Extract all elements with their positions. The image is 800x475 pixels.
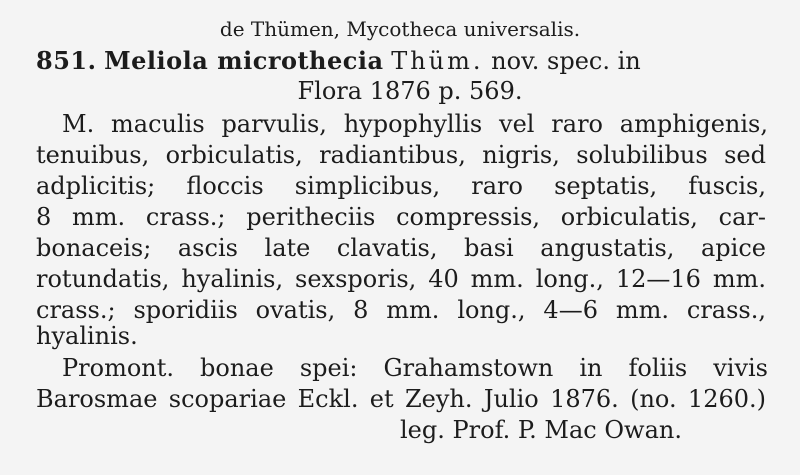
description-line: crass.; sporidiis ovatis, 8 mm. long., 4—6 mm. crass., [36, 296, 766, 324]
description-line: rotundatis, hyalinis, sexsporis, 40 mm. long., 12—16 mm. [36, 265, 766, 293]
locality-line: Barosmae scopariae Eckl. et Zeyh. Julio 1876. (no. 1260.) [36, 385, 766, 413]
species-author: Thüm. [391, 47, 484, 75]
exsiccata-number: 851. [36, 46, 97, 75]
description-line: hyalinis. [36, 322, 138, 350]
description-line: bonaceis; ascis late clavatis, basi angustatis, apice [36, 234, 766, 262]
publication-note: nov. spec. in [491, 47, 641, 75]
description-line: adplicitis; floccis simplicibus, raro septatis, fuscis, [36, 172, 766, 200]
publication-reference: Flora 1876 p. 569. [297, 77, 523, 105]
collector-line: leg. Prof. P. Mac Owan. [400, 416, 682, 444]
species-title [36, 46, 641, 76]
description-line: 8 mm. crass.; peritheciis compressis, orbiculatis, car- [36, 203, 766, 231]
locality-line: Promont. bonae spei: Grahamstown in foliis vivis [62, 354, 768, 382]
species-name: Meliola microthecia [104, 46, 384, 75]
label-header: de Thümen, Mycotheca universalis. [219, 17, 581, 41]
description-line: M. maculis parvulis, hypophyllis vel raro amphigenis, [62, 110, 768, 138]
description-line: tenuibus, orbiculatis, radiantibus, nigris, solubilibus sed [36, 141, 766, 169]
